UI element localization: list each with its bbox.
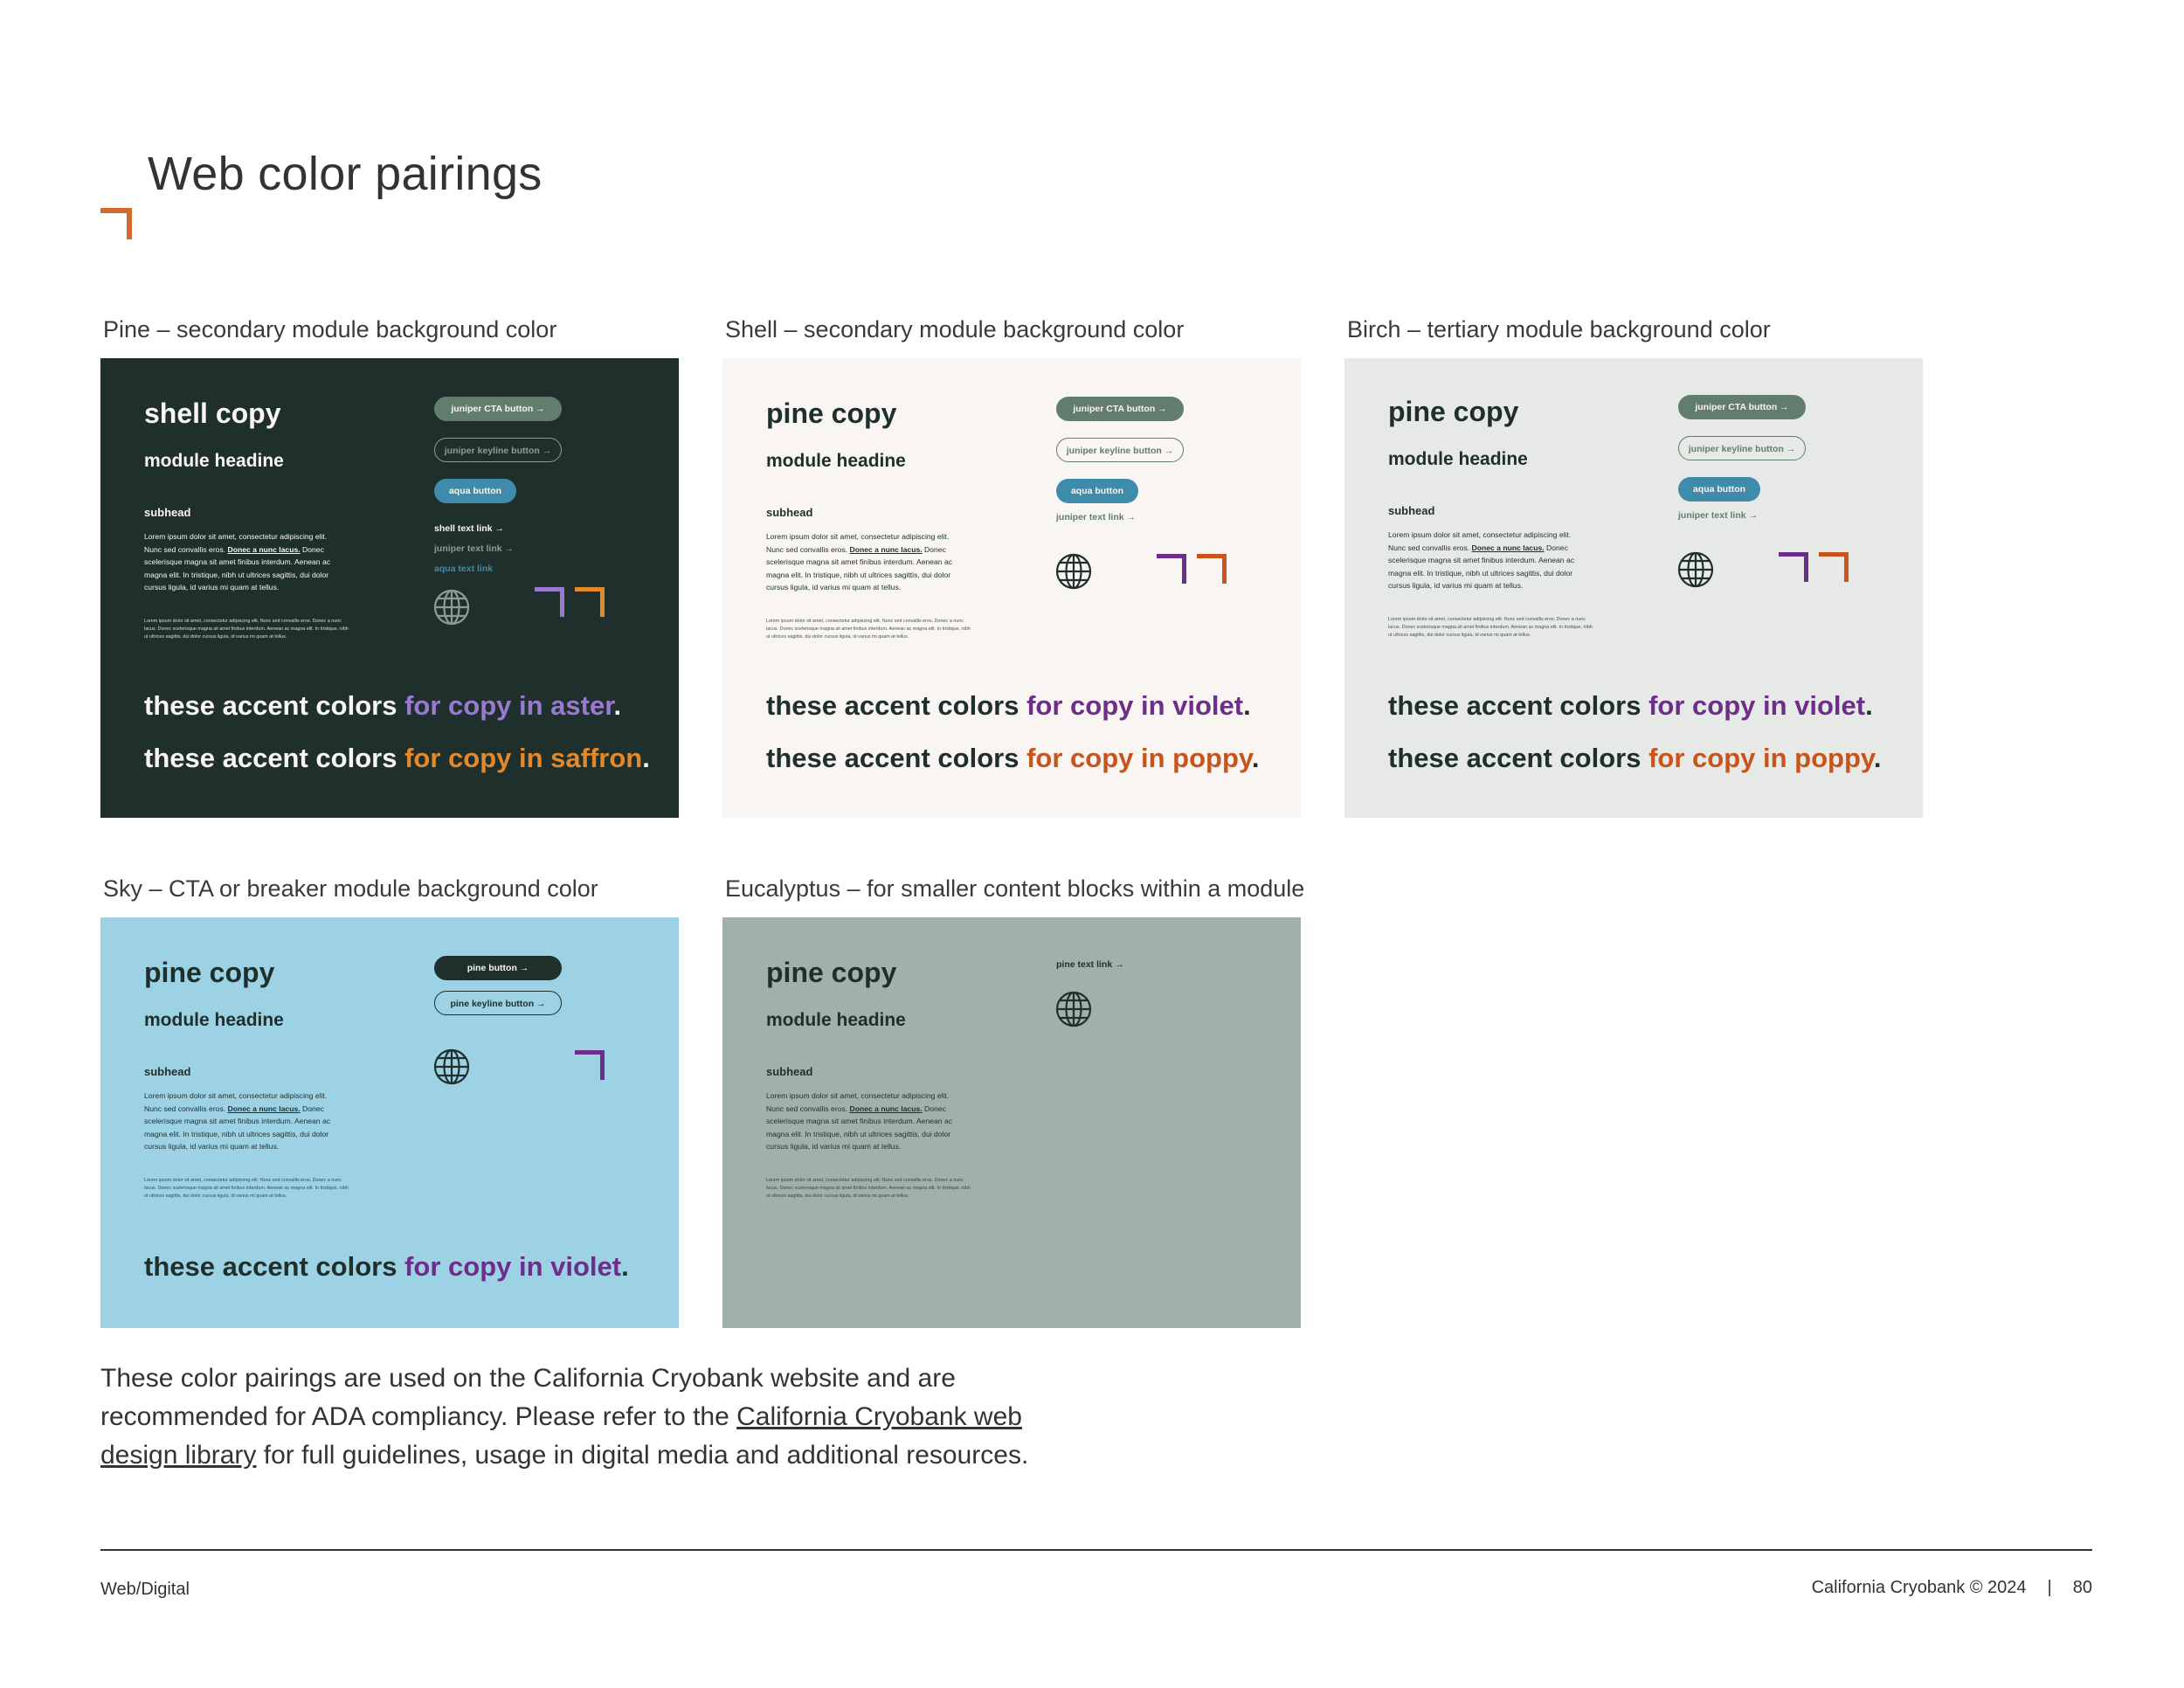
body-text: Lorem ipsum dolor sit amet, consectetur adipiscing elit. Nunc sed convallis eros. Donec a nunc lacus. Donec scelerisque magna sit amet finibus interdum. Aenean ac magna elit. In tristique, nibh ut ultrices sagittis, dui dolor cursus ligula, id varius mi quam at tellus.	[766, 1091, 953, 1151]
violet-corner-mark	[1779, 552, 1808, 582]
module-headline: module headine	[144, 1010, 284, 1030]
saffron-corner-mark	[575, 587, 605, 617]
globe-icon	[1054, 552, 1093, 591]
juniper-cta-button[interactable]: juniper CTA button →	[1678, 395, 1806, 419]
footer-separator: |	[2047, 1578, 2052, 1597]
aqua-text-link[interactable]: aqua text link	[434, 564, 494, 574]
body-inline-link[interactable]: Donec a nunc lacus.	[227, 544, 301, 554]
body-text: Lorem ipsum dolor sit amet, consectetur adipiscing elit. Nunc sed convallis eros. Donec a nunc lacus. Donec scelerisque magna sit amet finibus interdum. Aenean ac magna elit. In tristique, nibh ut ultrices sagittis, dui dolor cursus ligula, id varius mi quam at tellus.	[144, 532, 331, 591]
pine-text-link[interactable]: pine text link →	[1056, 959, 1124, 970]
juniper-cta-button[interactable]: juniper CTA button →	[434, 397, 562, 421]
poppy-corner-mark	[1197, 554, 1227, 584]
violet-corner-mark	[1157, 554, 1186, 584]
body-inline-link[interactable]: Donec a nunc lacus.	[1471, 543, 1545, 552]
panel-birch	[1344, 358, 1923, 818]
accent-line-1: these accent colors for copy in violet.	[1388, 690, 1873, 721]
module-headline: module headine	[766, 451, 906, 471]
body-text: Lorem ipsum dolor sit amet, consectetur adipiscing elit. Nunc sed convallis eros. Donec a nunc lacus. Donec scelerisque magna sit amet finibus interdum. Aenean ac magna elit. In tristique, nibh ut ultrices sagittis, dui dolor cursus ligula, id varius mi quam at tellus.	[144, 1091, 331, 1151]
subhead: subhead	[1388, 504, 1435, 517]
shell-text-link[interactable]: shell text link →	[434, 523, 504, 534]
fine-print: Lorem ipsum dolor sit amet, consectetur adipiscing elit. Nunc sed convallis eros. Donec a nunc lacus. Donec scelerisque magna sit amet finibus interdum. Aenean ac magna elit. In tristique, nibh ut ultrices sagittis, dui dolor cursus ligula, id varius mi quam at tellus.	[1388, 617, 1593, 638]
fine-print: Lorem ipsum dolor sit amet, consectetur adipiscing elit. Nunc sed convallis eros. Donec a nunc lacus. Donec scelerisque magna sit amet finibus interdum. Aenean ac magna elit. In tristique, nibh ut ultrices sagittis, dui dolor cursus ligula, id varius mi quam at tellus.	[766, 1178, 971, 1199]
panel-shell	[722, 358, 1301, 818]
juniper-keyline-button[interactable]: juniper keyline button →	[1678, 436, 1806, 460]
accent-line-2: these accent colors for copy in poppy.	[1388, 743, 1882, 773]
copy-title: pine copy	[144, 957, 275, 988]
panel-eucalyptus	[722, 917, 1301, 1328]
juniper-keyline-button[interactable]: juniper keyline button →	[434, 438, 562, 462]
accent-line-2: these accent colors for copy in saffron.	[144, 743, 650, 773]
footer-section-label: Web/Digital	[100, 1580, 190, 1599]
body-inline-link[interactable]: Donec a nunc lacus.	[849, 544, 923, 554]
body-inline-link[interactable]: Donec a nunc lacus.	[849, 1103, 923, 1113]
fine-print: Lorem ipsum dolor sit amet, consectetur adipiscing elit. Nunc sed convallis eros. Donec a nunc lacus. Donec scelerisque magna sit amet finibus interdum. Aenean ac magna elit. In tristique, nibh ut ultrices sagittis, dui dolor cursus ligula, id varius mi quam at tellus.	[144, 619, 349, 640]
aqua-button[interactable]: aqua button	[1056, 479, 1138, 503]
pine-keyline-button[interactable]: pine keyline button →	[434, 991, 562, 1015]
module-headline: module headine	[144, 451, 284, 471]
description-paragraph: These color pairings are used on the California Cryobank website and are recommended for ADA compliancy. Please refer to the California Cryobank web design library for full guidelines, usage in digital media and additional resources.	[100, 1364, 1029, 1470]
subhead: subhead	[144, 506, 191, 519]
module-headline: module headine	[766, 1010, 906, 1030]
aster-corner-mark	[535, 587, 564, 617]
footer-copyright: California Cryobank © 2024	[1811, 1578, 2027, 1597]
subhead: subhead	[766, 1065, 813, 1078]
design-library-link[interactable]: California Cryobank web design library	[100, 1402, 1022, 1470]
accent-line-2: these accent colors for copy in poppy.	[766, 743, 1260, 773]
page-number: 80	[2072, 1578, 2092, 1597]
caption-pine: Pine – secondary module background color	[103, 316, 557, 342]
title-corner-mark	[100, 208, 132, 239]
juniper-cta-button[interactable]: juniper CTA button →	[1056, 397, 1184, 421]
juniper-keyline-button[interactable]: juniper keyline button →	[1056, 438, 1184, 462]
body-text: Lorem ipsum dolor sit amet, consectetur adipiscing elit. Nunc sed convallis eros. Donec a nunc lacus. Donec scelerisque magna sit amet finibus interdum. Aenean ac magna elit. In tristique, nibh ut ultrices sagittis, dui dolor cursus ligula, id varius mi quam at tellus.	[766, 532, 953, 591]
aqua-button[interactable]: aqua button	[1678, 477, 1760, 502]
caption-shell: Shell – secondary module background color	[725, 316, 1185, 342]
body-text: Lorem ipsum dolor sit amet, consectetur adipiscing elit. Nunc sed convallis eros. Donec a nunc lacus. Donec scelerisque magna sit amet finibus interdum. Aenean ac magna elit. In tristique, nibh ut ultrices sagittis, dui dolor cursus ligula, id varius mi quam at tellus.	[1388, 530, 1575, 590]
globe-icon	[432, 1048, 471, 1086]
violet-corner-mark	[575, 1050, 605, 1080]
subhead: subhead	[766, 506, 813, 519]
copy-title: pine copy	[1388, 396, 1519, 427]
footer-info	[1812, 1578, 2092, 1598]
globe-icon	[1676, 550, 1715, 589]
globe-icon	[1054, 990, 1093, 1028]
copy-title: shell copy	[144, 398, 281, 429]
body-inline-link[interactable]: Donec a nunc lacus.	[227, 1103, 301, 1113]
accent-line-1: these accent colors for copy in violet.	[766, 690, 1251, 721]
caption-eucalyptus: Eucalyptus – for smaller content blocks within a module	[725, 875, 1305, 902]
footer-divider	[100, 1549, 2092, 1551]
page-title: Web color pairings	[148, 148, 543, 200]
juniper-text-link[interactable]: juniper text link →	[1056, 512, 1137, 522]
pine-button[interactable]: pine button →	[434, 956, 562, 980]
copy-title: pine copy	[766, 957, 897, 988]
poppy-corner-mark	[1819, 552, 1849, 582]
subhead: subhead	[144, 1065, 191, 1078]
juniper-text-link[interactable]: juniper text link →	[1678, 510, 1759, 521]
panel-pine	[100, 358, 679, 818]
caption-sky: Sky – CTA or breaker module background color	[103, 875, 598, 902]
caption-birch: Birch – tertiary module background color	[1347, 316, 1771, 342]
aqua-button[interactable]: aqua button	[434, 479, 516, 503]
copy-title: pine copy	[766, 398, 897, 429]
fine-print: Lorem ipsum dolor sit amet, consectetur adipiscing elit. Nunc sed convallis eros. Donec a nunc lacus. Donec scelerisque magna sit amet finibus interdum. Aenean ac magna elit. In tristique, nibh ut ultrices sagittis, dui dolor cursus ligula, id varius mi quam at tellus.	[766, 619, 971, 640]
panel-sky	[100, 917, 679, 1328]
module-headline: module headine	[1388, 449, 1528, 469]
fine-print: Lorem ipsum dolor sit amet, consectetur adipiscing elit. Nunc sed convallis eros. Donec a nunc lacus. Donec scelerisque magna sit amet finibus interdum. Aenean ac magna elit. In tristique, nibh ut ultrices sagittis, dui dolor cursus ligula, id varius mi quam at tellus.	[144, 1178, 349, 1199]
juniper-text-link[interactable]: juniper text link →	[434, 543, 515, 554]
accent-line-1: these accent colors for copy in violet.	[144, 1251, 629, 1282]
accent-line-1: these accent colors for copy in aster.	[144, 690, 622, 721]
globe-icon	[432, 588, 471, 626]
